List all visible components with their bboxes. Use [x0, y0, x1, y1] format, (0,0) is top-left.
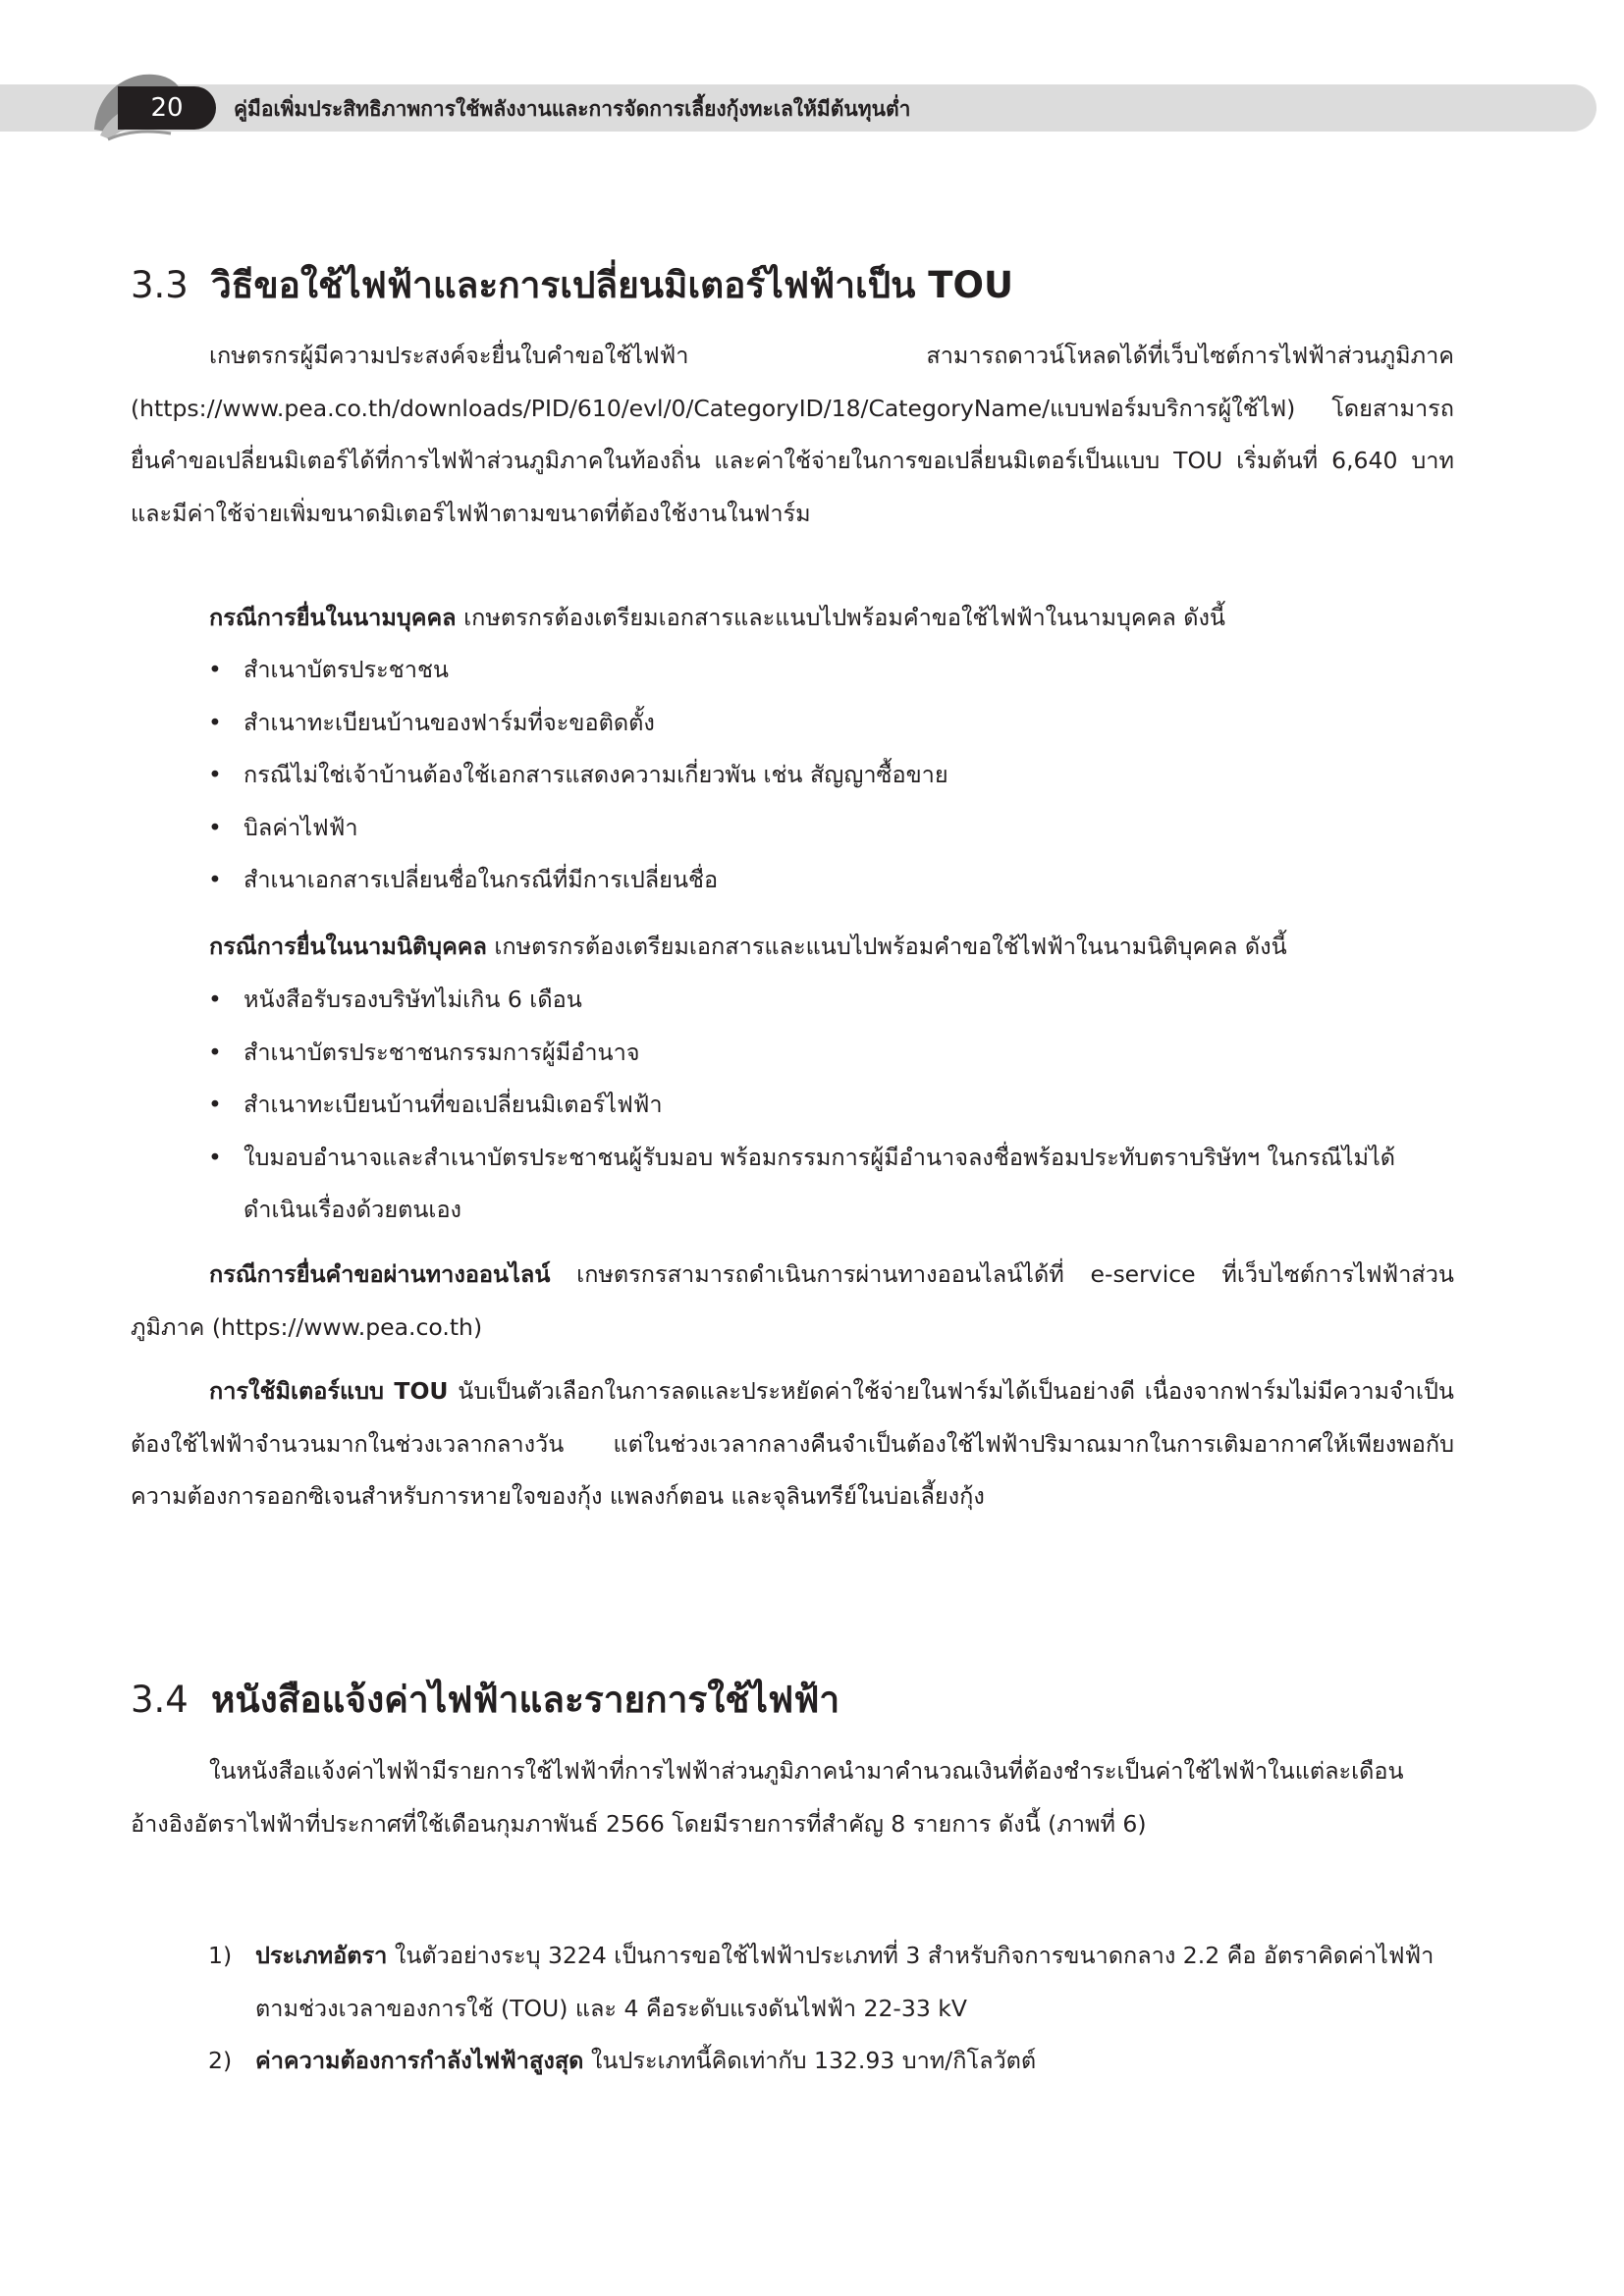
section-3-4-intro — [131, 1745, 1454, 1850]
individual-text: เกษตรกรต้องเตรียมเอกสารและแนบไปพร้อมคำขอใช้ไฟฟ้าในนามบุคคล ดังนี้ — [456, 604, 1225, 631]
tou-text: นับเป็นตัวเลือกในการลดและประหยัดค่าใช้จ่ายในฟาร์มได้เป็นอย่างดี เนื่องจากฟาร์มไม่มีความจำเป็นต้องใช้ไฟฟ้าจำนวนมากในช่วงเวลากลางวัน แต่ในช่วงเวลากลางคืนจำเป็นต้องใช้ไฟฟ้าปริมาณมากในการเติมอากาศให้เพียงพอกับความต้องการออกซิเจนสำหรับการหายใจของกุ้ง แพลงก์ตอน และจุลินทรีย์ในบ่อเลี้ยงกุ้ง — [131, 1377, 1454, 1510]
juristic-lead: กรณีการยื่นในนามนิติบุคคล — [209, 933, 487, 960]
list-item: • สำเนาบัตรประชาชน — [208, 656, 449, 683]
page-number: 20 — [118, 86, 216, 130]
individual-lead: กรณีการยื่นในนามบุคคล — [209, 604, 457, 631]
list-item: • สำเนาบัตรประชาชนกรรมการผู้มีอำนาจ — [208, 1038, 640, 1066]
juristic-text: เกษตรกรต้องเตรียมเอกสารและแนบไปพร้อมคำขอใช้ไฟฟ้าในนามนิติบุคคล ดังนี้ — [486, 933, 1287, 960]
list-item: 2) ค่าความต้องการกำลังไฟฟ้าสูงสุด ในประเภทนี้คิดเท่ากับ 132.93 บาท/กิโลวัตต์ — [208, 2047, 1037, 2074]
list-item: • สำเนาเอกสารเปลี่ยนชื่อในกรณีที่มีการเปลี่ยนชื่อ — [208, 866, 719, 893]
section-number: 3.4 — [131, 1679, 189, 1721]
list-item: • หนังสือรับรองบริษัทไม่เกิน 6 เดือน — [208, 986, 582, 1013]
list-item: • บิลค่าไฟฟ้า — [208, 813, 358, 841]
list-item: • สำเนาทะเบียนบ้านของฟาร์มที่จะขอติดตั้ง — [208, 708, 655, 736]
list-item: • สำเนาทะเบียนบ้านที่ขอเปลี่ยนมิเตอร์ไฟฟ้า — [208, 1091, 663, 1118]
section-heading-3-3 — [131, 260, 1013, 311]
individual-paragraph — [131, 592, 1454, 645]
section-3-3-intro — [131, 330, 1454, 540]
list-item: • ใบมอบอำนาจและสำเนาบัตรประชาชนผู้รับมอบ พร้อมกรรมการผู้มีอำนาจลงชื่อพร้อมประทับตราบริษัทฯ ในกรณีไม่ได้ดำเนินเรื่องด้วยตนเอง — [208, 1143, 1396, 1223]
rate-item-list — [208, 1930, 1455, 2088]
juristic-paragraph — [131, 921, 1454, 974]
online-lead: กรณีการยื่นคำขอผ่านทางออนไลน์ — [209, 1260, 551, 1288]
section-title: วิธีขอใช้ไฟฟ้าและการเปลี่ยนมิเตอร์ไฟฟ้าเป็น TOU — [211, 264, 1014, 306]
section-number: 3.3 — [131, 264, 189, 306]
list-item: 1) ประเภทอัตรา ในตัวอย่างระบุ 3224 เป็นการขอใช้ไฟฟ้าประเภทที่ 3 สำหรับกิจการขนาดกลาง 2.2 คือ อัตราคิดค่าไฟฟ้าตามช่วงเวลาของการใช้ (TOU) และ 4 คือระดับแรงดันไฟฟ้า 22-33 kV — [208, 1942, 1435, 2022]
running-title: คู่มือเพิ่มประสิทธิภาพการใช้พลังงานและการจัดการเลี้ยงกุ้งทะเลให้มีต้นทุนต่ำ — [234, 97, 911, 121]
tou-paragraph — [131, 1365, 1454, 1523]
individual-bullet-list — [208, 644, 1455, 907]
section-heading-3-4 — [131, 1675, 839, 1726]
juristic-bullet-list — [208, 974, 1455, 1237]
tou-lead: การใช้มิเตอร์แบบ TOU — [209, 1377, 449, 1405]
intro-paragraph: เกษตรกรผู้มีความประสงค์จะยื่นใบคำขอใช้ไฟฟ้า สามารถดาวน์โหลดได้ที่เว็บไซต์การไฟฟ้าส่วนภูมิภาค (https://www.pea.co.th/downloads/PID/610/evl/0/CategoryID/18/CategoryName/แบบฟอร์มบริการผู้ใช้ไฟ) โดยสามารถยื่นคำขอเปลี่ยนมิเตอร์ได้ที่การไฟฟ้าส่วนภูมิภาคในท้องถิ่น และค่าใช้จ่ายในการขอเปลี่ยนมิเตอร์เป็นแบบ TOU เริ่มต้นที่ 6,640 บาท และมีค่าใช้จ่ายเพิ่มขนาดมิเตอร์ไฟฟ้าตามขนาดที่ต้องใช้งานในฟาร์ม — [131, 342, 1454, 527]
section-title: หนังสือแจ้งค่าไฟฟ้าและรายการใช้ไฟฟ้า — [211, 1679, 840, 1721]
intro-paragraph: ในหนังสือแจ้งค่าไฟฟ้ามีรายการใช้ไฟฟ้าที่การไฟฟ้าส่วนภูมิภาคนำมาคำนวณเงินที่ต้องชำระเป็นค่าใช้ไฟฟ้าในแต่ละเดือน อ้างอิงอัตราไฟฟ้าที่ประกาศที่ใช้เดือนกุมภาพันธ์ 2566 โดยมีรายการที่สำคัญ 8 รายการ ดังนี้ (ภาพที่ 6) — [131, 1757, 1404, 1838]
online-paragraph — [131, 1249, 1454, 1354]
online-text: เกษตรกรสามารถดำเนินการผ่านทางออนไลน์ได้ที่ e-service ที่เว็บไซต์การไฟฟ้าส่วนภูมิภาค (https://www.pea.co.th) — [131, 1260, 1454, 1341]
list-item: • กรณีไม่ใช่เจ้าบ้านต้องใช้เอกสารแสดงความเกี่ยวพัน เช่น สัญญาซื้อขาย — [208, 761, 948, 788]
